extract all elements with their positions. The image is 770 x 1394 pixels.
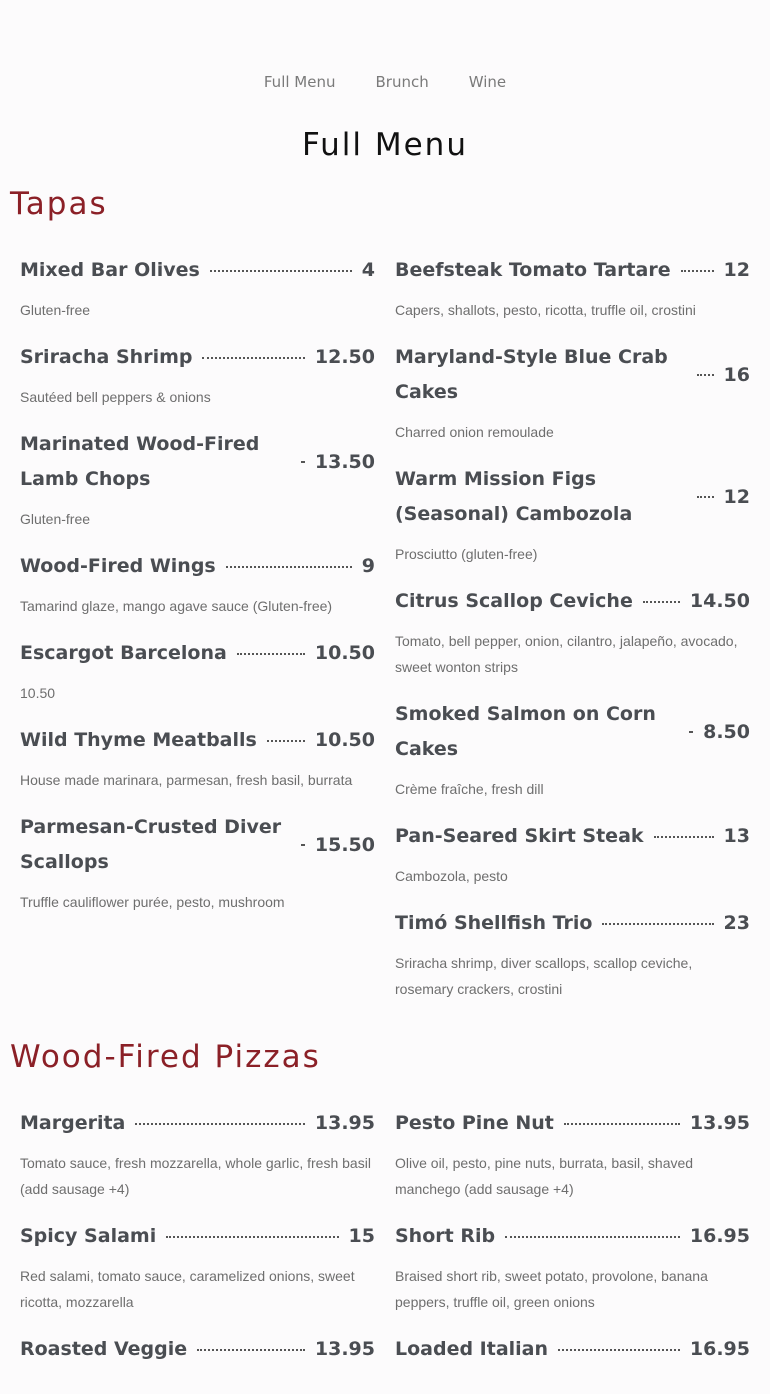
menu-item (395, 584, 750, 680)
dotted-leader (602, 923, 713, 925)
item-price: 13 (723, 825, 750, 847)
item-price: 13.95 (689, 1112, 750, 1134)
dotted-leader (697, 496, 714, 498)
item-name: Smoked Salmon on Corn Cakes (395, 703, 656, 760)
item-description: Gluten-free (20, 302, 91, 318)
menu-item (395, 906, 750, 1002)
item-price: 13.50 (314, 450, 375, 473)
item-description: Tomato, bell pepper, onion, cilantro, jalapeño, avocado, sweet wonton strips (395, 633, 738, 675)
item-price: 15 (348, 1225, 375, 1247)
dotted-leader (643, 601, 680, 603)
dotted-leader (197, 1349, 305, 1351)
item-name: Parmesan-Crusted Diver Scallops (20, 816, 282, 873)
item-description: Olive oil, pesto, pine nuts, burrata, basil, shaved manchego (add sausage +4) (395, 1155, 694, 1197)
menu-item (20, 1219, 375, 1315)
item-description: Truffle cauliflower purée, pesto, mushroom (20, 894, 285, 910)
dotted-leader (237, 653, 305, 655)
dotted-leader (301, 844, 305, 846)
dotted-leader (135, 1123, 305, 1125)
menu-item (20, 810, 375, 915)
item-description: Capers, shallots, pesto, ricotta, truffle oil, crostini (395, 302, 696, 318)
item-price: 10.50 (314, 642, 375, 664)
item-price: 12.50 (314, 346, 375, 368)
dotted-leader (226, 566, 352, 568)
section-title-tapas: Tapas (10, 186, 108, 222)
item-name: Beefsteak Tomato Tartare (395, 259, 671, 281)
item-name: Wood-Fired Wings (20, 555, 216, 577)
section-title-pizzas: Wood-Fired Pizzas (10, 1039, 321, 1075)
item-price: 10.50 (314, 729, 375, 751)
item-description: 10.50 (20, 685, 56, 701)
item-price: 9 (361, 555, 375, 577)
menu-item (20, 1332, 375, 1367)
item-description: Gluten-free (20, 511, 91, 527)
item-name: Sriracha Shrimp (20, 346, 193, 368)
item-price: 12 (723, 259, 750, 281)
item-name: Citrus Scallop Ceviche (395, 590, 633, 612)
pizzas-right-column (395, 1106, 750, 1384)
page-title: Full Menu (302, 127, 468, 163)
menu-item (20, 636, 375, 706)
menu-item (20, 427, 375, 532)
item-name: Short Rib (395, 1225, 496, 1247)
nav-wine[interactable]: Wine (468, 73, 507, 91)
dotted-leader (681, 270, 714, 272)
dotted-leader (166, 1236, 338, 1238)
item-description: Red salami, tomato sauce, caramelized onions, sweet ricotta, mozzarella (20, 1268, 355, 1310)
item-description: Tomato sauce, fresh mozzarella, whole garlic, fresh basil (add sausage +4) (20, 1155, 371, 1197)
item-name: Spicy Salami (20, 1225, 157, 1247)
dotted-leader (654, 836, 714, 838)
item-price: 23 (723, 912, 750, 934)
menu-item (20, 1106, 375, 1202)
item-description: Sautéed bell peppers & onions (20, 389, 211, 405)
menu-item (395, 819, 750, 889)
item-name: Wild Thyme Meatballs (20, 729, 257, 751)
menu-item (20, 549, 375, 619)
item-price: 16.95 (689, 1338, 750, 1360)
nav-full-menu[interactable]: Full Menu (263, 73, 336, 91)
item-name: Pesto Pine Nut (395, 1112, 554, 1134)
item-name: Warm Mission Figs (Seasonal) Cambozola (395, 468, 633, 525)
menu-item (395, 253, 750, 323)
item-name: Mixed Bar Olives (20, 259, 200, 281)
item-description: Tamarind glaze, mango agave sauce (Gluten-free) (20, 598, 333, 614)
item-description: Cambozola, pesto (395, 868, 508, 884)
item-name: Escargot Barcelona (20, 642, 227, 664)
menu-item (20, 723, 375, 793)
item-name: Margerita (20, 1112, 126, 1134)
item-price: 8.50 (703, 720, 750, 743)
item-price: 13.95 (314, 1112, 375, 1134)
menu-item (395, 1332, 750, 1367)
item-price: 4 (361, 259, 375, 281)
dotted-leader (564, 1123, 680, 1125)
menu-item (20, 253, 375, 323)
dotted-leader (210, 270, 352, 272)
dotted-leader (505, 1236, 680, 1238)
item-price: 16 (723, 363, 750, 386)
item-name: Timó Shellfish Trio (395, 912, 593, 934)
item-description: Charred onion remoulade (395, 424, 554, 440)
menu-item (395, 1106, 750, 1202)
tapas-left-column (20, 253, 375, 932)
dotted-leader (202, 357, 304, 359)
menu-item (20, 340, 375, 410)
dotted-leader (697, 374, 714, 376)
menu-nav (0, 73, 770, 91)
item-name: Marinated Wood-Fired Lamb Chops (20, 433, 260, 490)
menu-item (395, 1219, 750, 1315)
item-description: Sriracha shrimp, diver scallops, scallop ceviche, rosemary crackers, crostini (395, 955, 693, 997)
item-description: Crème fraîche, fresh dill (395, 781, 544, 797)
dotted-leader (301, 461, 305, 463)
item-price: 15.50 (314, 833, 375, 856)
item-description: House made marinara, parmesan, fresh basil, burrata (20, 772, 353, 788)
item-name: Loaded Italian (395, 1338, 549, 1360)
item-name: Pan-Seared Skirt Steak (395, 825, 644, 847)
tapas-right-column (395, 253, 750, 1019)
menu-item (395, 697, 750, 802)
item-price: 16.95 (689, 1225, 750, 1247)
item-name: Roasted Veggie (20, 1338, 188, 1360)
menu-item (395, 462, 750, 567)
menu-item (395, 340, 750, 445)
item-price: 14.50 (689, 590, 750, 612)
pizzas-left-column (20, 1106, 375, 1384)
dotted-leader (689, 731, 693, 733)
dotted-leader (267, 740, 305, 742)
item-description: Prosciutto (gluten-free) (395, 546, 538, 562)
dotted-leader (558, 1349, 680, 1351)
item-description: Braised short rib, sweet potato, provolone, banana peppers, truffle oil, green onions (395, 1268, 708, 1310)
item-name: Maryland-Style Blue Crab Cakes (395, 346, 668, 403)
item-price: 13.95 (314, 1338, 375, 1360)
item-price: 12 (723, 485, 750, 508)
nav-brunch[interactable]: Brunch (375, 73, 429, 91)
